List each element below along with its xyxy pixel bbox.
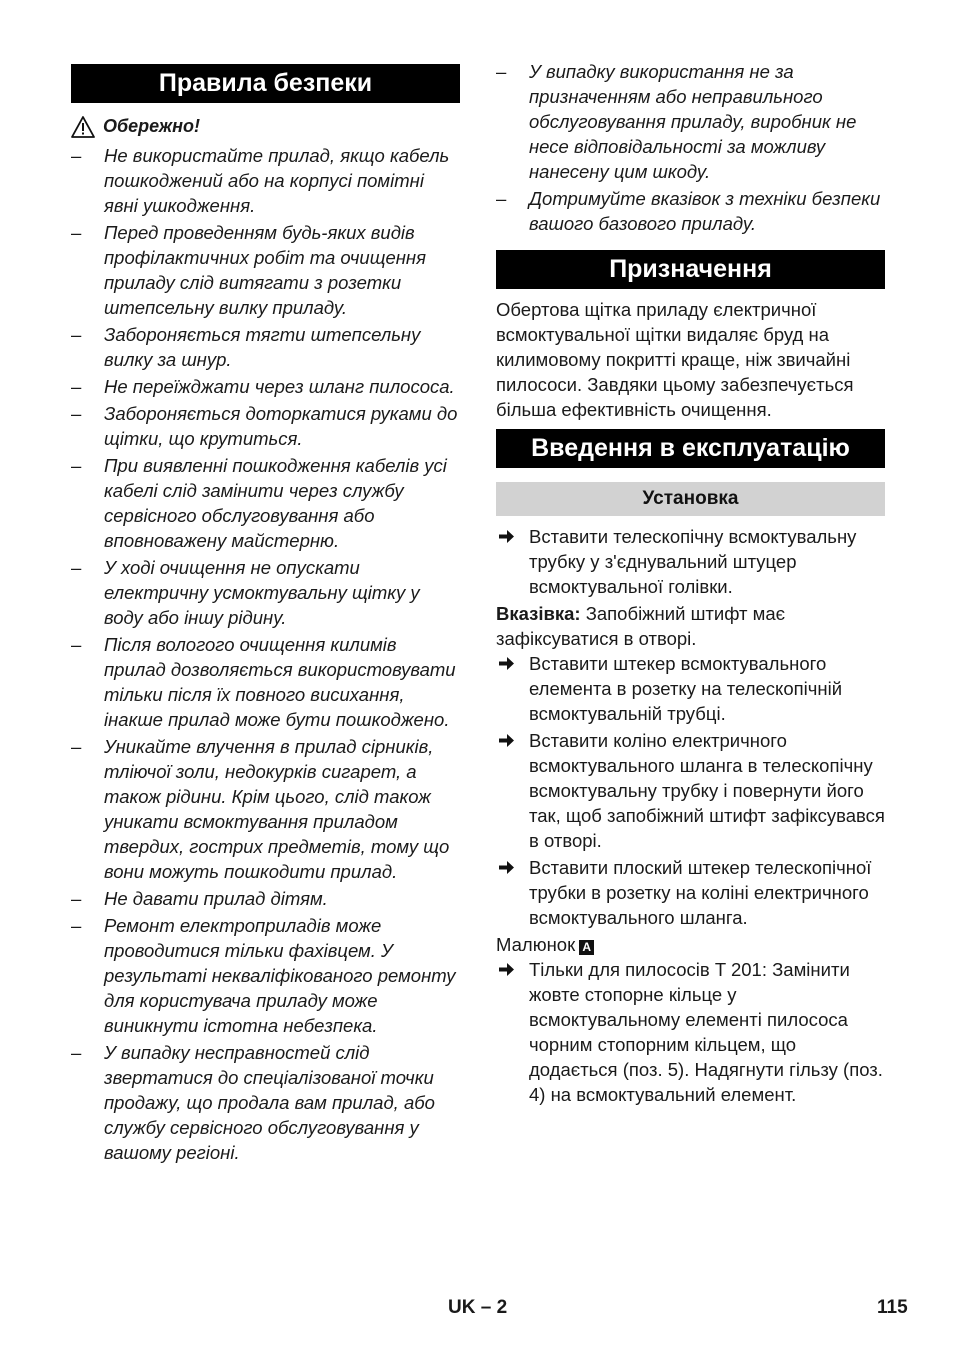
- safety-list-continued: [496, 59, 885, 236]
- figure-label: Малюнок: [496, 934, 576, 955]
- list-item: – Не використайте прилад, якщо кабель пошкоджений або на корпусі помітні явні ушкодження.: [71, 145, 450, 216]
- list-item: Вставити коліно електричного всмоктувального шланга в телескопічну всмоктувальну трубку і повернути його так, щоб запобіжний штифт зафіксувався в отворі.: [496, 728, 885, 853]
- list-item: – У ході очищення не опускати електричну усмоктувальну щітку у воду або іншу рідину.: [71, 557, 420, 628]
- list-item: – При виявленні пошкодження кабелів усі кабелі слід замінити через службу сервісного обслуговування або вповноважену майстерню.: [71, 455, 447, 551]
- section-page-label: UK – 2: [448, 1297, 508, 1318]
- left-column: [71, 64, 460, 1167]
- warning-triangle-icon: [71, 116, 95, 138]
- safety-list: [71, 143, 460, 1165]
- install-steps-3: [496, 957, 885, 1107]
- list-item: Вставити телескопічну всмоктувальну трубку у з'єднувальний штуцер всмоктувальної голівки.: [496, 524, 885, 599]
- list-item: – Ремонт електроприладів може проводитися тільки фахівцем. У результаті некваліфікованого ремонту для користувача приладу може виникнути істотна небезпека.: [71, 915, 456, 1036]
- list-item: – Дотримуйте вказівок з техніки безпеки вашого базового приладу.: [496, 188, 881, 234]
- purpose-heading: Призначення: [496, 250, 885, 289]
- list-item: – Перед проведенням будь-яких видів профілактичних робіт та очищення приладу слід витягати з розетки штепсельну вилку приладу.: [71, 222, 426, 318]
- page-number: 115: [877, 1297, 908, 1318]
- note-text: Запобіжний штифт має зафіксуватися в отворі.: [496, 603, 786, 649]
- arrow-right-icon: [498, 656, 515, 671]
- list-item: – Не переїжджати через шланг пилососа.: [71, 376, 455, 397]
- list-item: – Забороняється доторкатися руками до щітки, що крутиться.: [71, 403, 458, 449]
- caution-label: Обережно!: [103, 116, 201, 136]
- install-steps-2: [496, 651, 885, 930]
- arrow-right-icon: [498, 962, 515, 977]
- figure-letter-badge: A: [579, 940, 594, 955]
- installation-subheading: Установка: [496, 482, 885, 516]
- right-column: [496, 59, 885, 1109]
- figure-reference: [496, 932, 885, 957]
- list-item: Вставити штекер всмоктувального елемента в розетку на телескопічній всмоктувальній трубці.: [496, 651, 885, 726]
- caution-line: [71, 114, 460, 139]
- purpose-text: Обертова щітка приладу єлектричної всмоктувальної щітки видаляє бруд на килимовому покритті краще, ніж звичайні пилососи. Завдяки цьому забезпечується більша ефективність очищення.: [496, 299, 854, 420]
- list-item: Тільки для пилососів T 201: Замінити жовте стопорне кільце у всмоктувальному елементі пилососа чорним стопорним кільцем, що додається (поз. 5). Надягнути гільзу (поз. 4) на всмоктувальний елемент.: [496, 957, 885, 1107]
- list-item: – У випадку використання не за призначенням або неправильного обслуговування приладу, виробник не несе відповідальності за можливу нанесену цим шкоду.: [496, 61, 857, 182]
- arrow-right-icon: [498, 860, 515, 875]
- commissioning-heading: Введення в експлуатацію: [496, 429, 885, 468]
- safety-rules-heading: Правила безпеки: [71, 64, 460, 103]
- list-item: – У випадку несправностей слід звертатися до спеціалізованої точки продажу, що продала вам прилад, або службу сервісного обслуговування у вашому регіоні.: [71, 1042, 435, 1163]
- arrow-right-icon: [498, 733, 515, 748]
- note-label: Вказівка:: [496, 603, 581, 624]
- list-item: Вставити плоский штекер телескопічної трубки в розетку на коліні електричного всмоктувального шланга.: [496, 855, 885, 930]
- note-paragraph: [496, 601, 885, 651]
- list-item: – Після вологого очищення килимів прилад дозволяється використовувати тільки після їх повного висихання, інакше прилад може бути пошкоджено.: [71, 634, 456, 730]
- install-steps-1: [496, 524, 885, 599]
- list-item: – Забороняється тягти штепсельну вилку за шнур.: [71, 324, 421, 370]
- arrow-right-icon: [498, 529, 515, 544]
- list-item: – Уникайте влучення в прилад сірників, тліючої золи, недокурків сигарет, а також рідини. Крім цього, слід також уникати всмоктування приладом твердих, гострих предметів, тому що вони можуть пошкодити прилад.: [71, 736, 450, 882]
- list-item: – Не давати прилад дітям.: [71, 888, 328, 909]
